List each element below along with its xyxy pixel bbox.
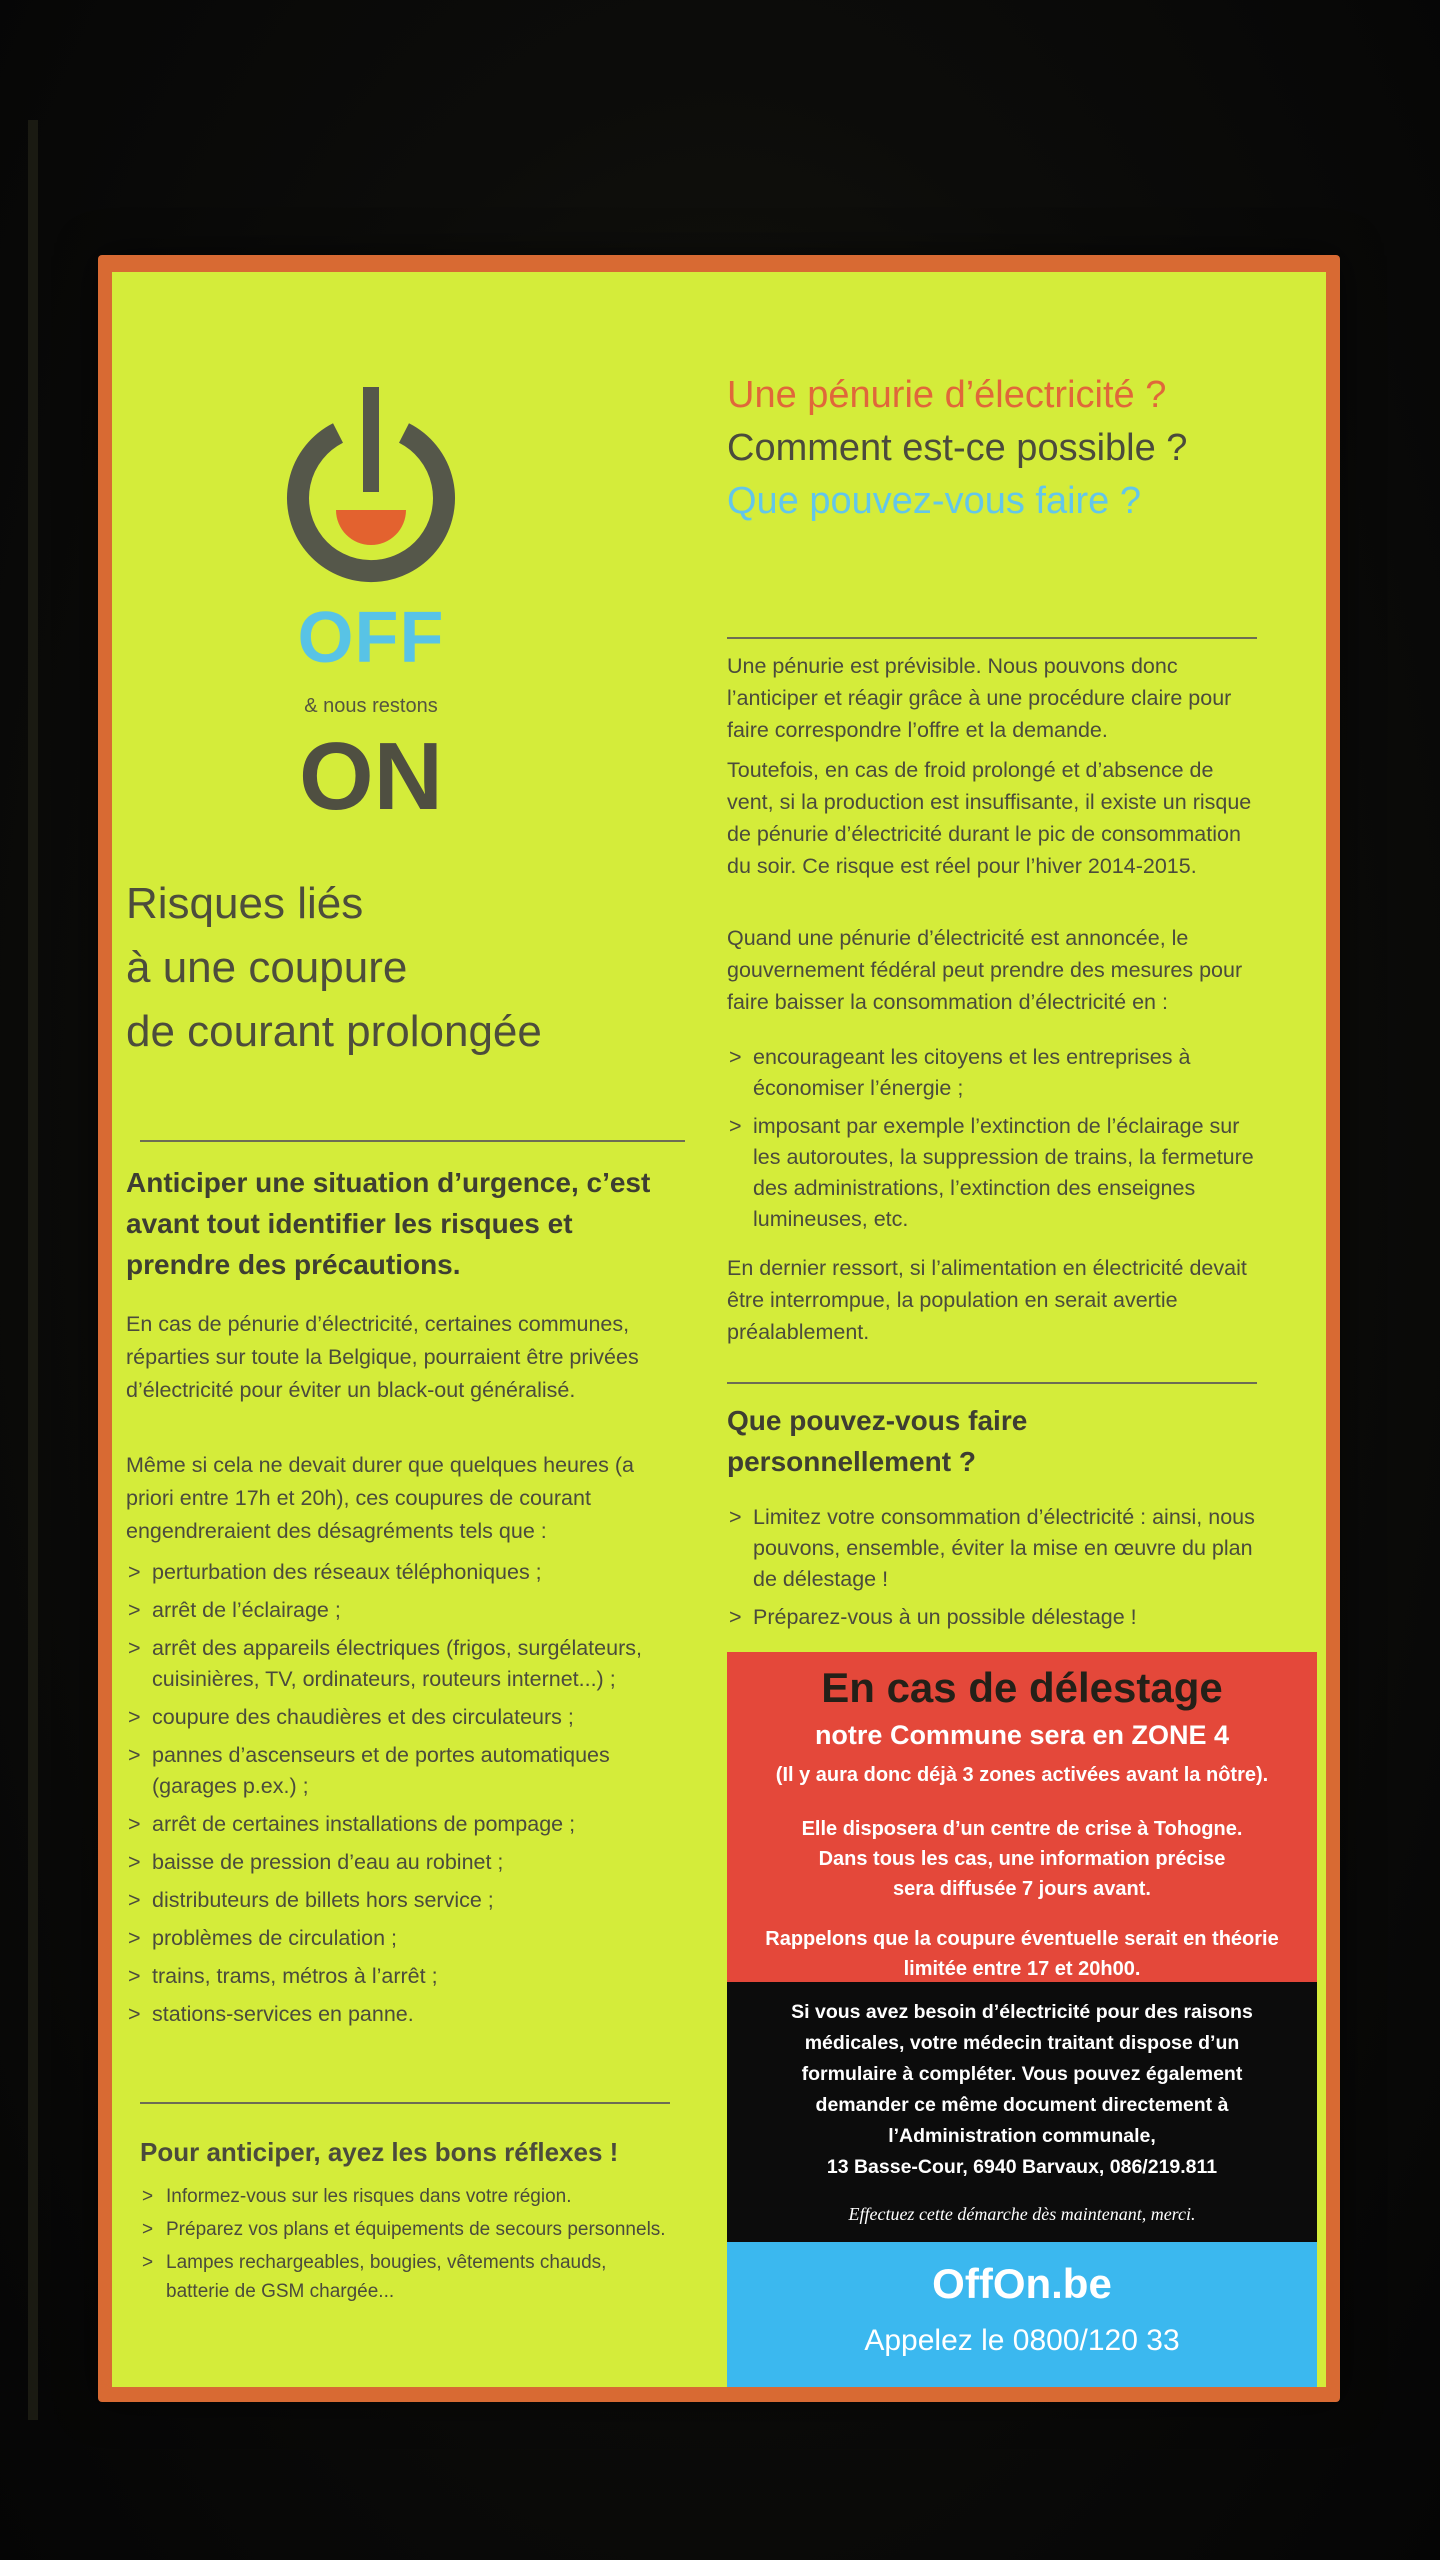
medical-info-box	[727, 1982, 1317, 2242]
website-link[interactable]: OffOn.be	[932, 2260, 1112, 2307]
personal-list	[727, 1502, 1262, 1640]
divider	[140, 1140, 685, 1142]
zone-note: (Il y aura donc déjà 3 zones activées avant la nôtre).	[775, 1764, 1269, 1786]
list-item: > baisse de pression d’eau au robinet ;	[126, 1847, 666, 1878]
crisis-line: Dans tous les cas, une information précise	[818, 1848, 1226, 1870]
risk-title	[126, 872, 726, 1064]
divider	[140, 2102, 670, 2104]
right-paragraph-2: Toutefois, en cas de froid prolongé et d’absence de vent, si la production est insuffisante, il existe un risque de pénurie d’électricité durant le pic de consommation du soir. Ce risque est réel pour l’hiver 2014-2015.	[727, 758, 1252, 878]
list-item: > Informez-vous sur les risques dans votre région.	[140, 2182, 670, 2211]
list-item: > arrêt des appareils électriques (frigos, surgélateurs, cuisinières, TV, ordinateurs, routeurs internet...) ;	[126, 1633, 666, 1695]
medical-line: médicales, votre médecin traitant dispose d’un	[804, 2032, 1240, 2054]
measures-list	[727, 1042, 1262, 1242]
list-item: > arrêt de l’éclairage ;	[126, 1595, 666, 1626]
list-item: > Limitez votre consommation d’électricité : ainsi, nous pouvons, ensemble, éviter la mise en œuvre du plan de délestage !	[727, 1502, 1262, 1595]
risk-title-line: Risques liés	[126, 879, 364, 928]
medical-note: Effectuez cette démarche dès maintenant, merci.	[848, 2204, 1196, 2224]
contact-box	[727, 2242, 1317, 2387]
medical-line: Si vous avez besoin d’électricité pour des raisons	[791, 2001, 1253, 2023]
consequence-list	[126, 1557, 666, 2037]
left-column	[126, 272, 786, 2387]
question-2: Comment est-ce possible ?	[727, 427, 1188, 469]
question-1: Une pénurie d’électricité ?	[727, 374, 1167, 416]
list-item: > pannes d’ascenseurs et de portes automatiques (garages p.ex.) ;	[126, 1740, 666, 1802]
crisis-line: sera diffusée 7 jours avant.	[893, 1878, 1151, 1900]
phone-number: Appelez le 0800/120 33	[864, 2324, 1180, 2357]
lead-line: prendre des précautions.	[126, 1249, 461, 1280]
reflex-list	[140, 2182, 670, 2310]
list-item: > trains, trams, métros à l’arrêt ;	[126, 1961, 666, 1992]
list-item: > Préparez vos plans et équipements de secours personnels.	[140, 2215, 670, 2244]
right-paragraph-4: En dernier ressort, si l’alimentation en électricité devait être interrompue, la population en serait avertie préalablement.	[727, 1256, 1247, 1344]
personal-heading: Que pouvez-vous faire personnellement ?	[727, 1405, 1028, 1477]
poster	[112, 272, 1326, 2387]
list-item: > coupure des chaudières et des circulateurs ;	[126, 1702, 666, 1733]
medical-line: l’Administration communale,	[888, 2125, 1156, 2147]
medical-line: 13 Basse-Cour, 6940 Barvaux, 086/219.811	[826, 2156, 1218, 2178]
divider	[727, 1382, 1257, 1384]
right-paragraph-3: Quand une pénurie d’électricité est annoncée, le gouvernement fédéral peut prendre des mesures pour faire baisser la consommation d’électricité en :	[727, 926, 1243, 1014]
list-item: > stations-services en panne.	[126, 1999, 666, 2030]
reflex-title: Pour anticiper, ayez les bons réflexes !	[140, 2137, 619, 2167]
logo-off-text: OFF	[297, 598, 445, 678]
load-shedding-heading: En cas de délestage	[821, 1664, 1223, 1711]
lead-line: Anticiper une situation d’urgence, c’est	[126, 1167, 651, 1198]
list-item: > Lampes rechargeables, bougies, vêtements chauds, batterie de GSM chargée...	[140, 2248, 670, 2306]
list-item: > problèmes de circulation ;	[126, 1923, 666, 1954]
left-paragraph-1: En cas de pénurie d’électricité, certaines communes, réparties sur toute la Belgique, pourraient être privées d’électricité pour éviter un black-out généralisé.	[126, 1312, 639, 1402]
reminder-line: limitée entre 17 et 20h00.	[903, 1958, 1141, 1980]
list-item: > distributeurs de billets hors service ;	[126, 1885, 666, 1916]
offon-logo	[286, 327, 456, 830]
divider	[727, 637, 1257, 639]
medical-line: formulaire à compléter. Vous pouvez également	[801, 2063, 1243, 2085]
lead-heading	[126, 1162, 686, 1285]
question-3: Que pouvez-vous faire ?	[727, 480, 1142, 522]
right-column	[727, 272, 1317, 2387]
medical-info-text	[757, 1997, 1287, 2183]
list-item: > encourageant les citoyens et les entreprises à économiser l’énergie ;	[727, 1042, 1262, 1104]
left-paragraph-2: Même si cela ne devait durer que quelques heures (a priori entre 17h et 20h), ces coupures de courant engendreraient des désagréments tels que :	[126, 1453, 634, 1543]
list-item: > Préparez-vous à un possible délestage !	[727, 1602, 1262, 1633]
power-icon	[286, 327, 456, 597]
risk-title-line: à une coupure	[126, 943, 408, 992]
zone-line: notre Commune sera en ZONE 4	[814, 1720, 1230, 1750]
list-item: > arrêt de certaines installations de pompage ;	[126, 1809, 666, 1840]
load-shedding-box	[727, 1652, 1317, 1982]
medical-line: demander ce même document directement à	[815, 2094, 1229, 2116]
wall-edge	[28, 120, 38, 2420]
logo-mid-text: & nous restons	[304, 695, 438, 717]
logo-on-text: ON	[299, 723, 443, 830]
list-item: > imposant par exemple l’extinction de l’éclairage sur les autoroutes, la suppression de trains, la fermeture des administrations, l’extinction des enseignes lumineuses, etc.	[727, 1111, 1262, 1235]
reminder-line: Rappelons que la coupure éventuelle serait en théorie	[765, 1928, 1279, 1950]
lead-line: avant tout identifier les risques et	[126, 1208, 573, 1239]
crisis-line: Elle disposera d’un centre de crise à Tohogne.	[801, 1818, 1243, 1840]
risk-title-line: de courant prolongée	[126, 1007, 542, 1056]
right-paragraph-1: Une pénurie est prévisible. Nous pouvons donc l’anticiper et réagir grâce à une procédure claire pour faire correspondre l’offre et la demande.	[727, 654, 1232, 742]
list-item: > perturbation des réseaux téléphoniques ;	[126, 1557, 666, 1588]
